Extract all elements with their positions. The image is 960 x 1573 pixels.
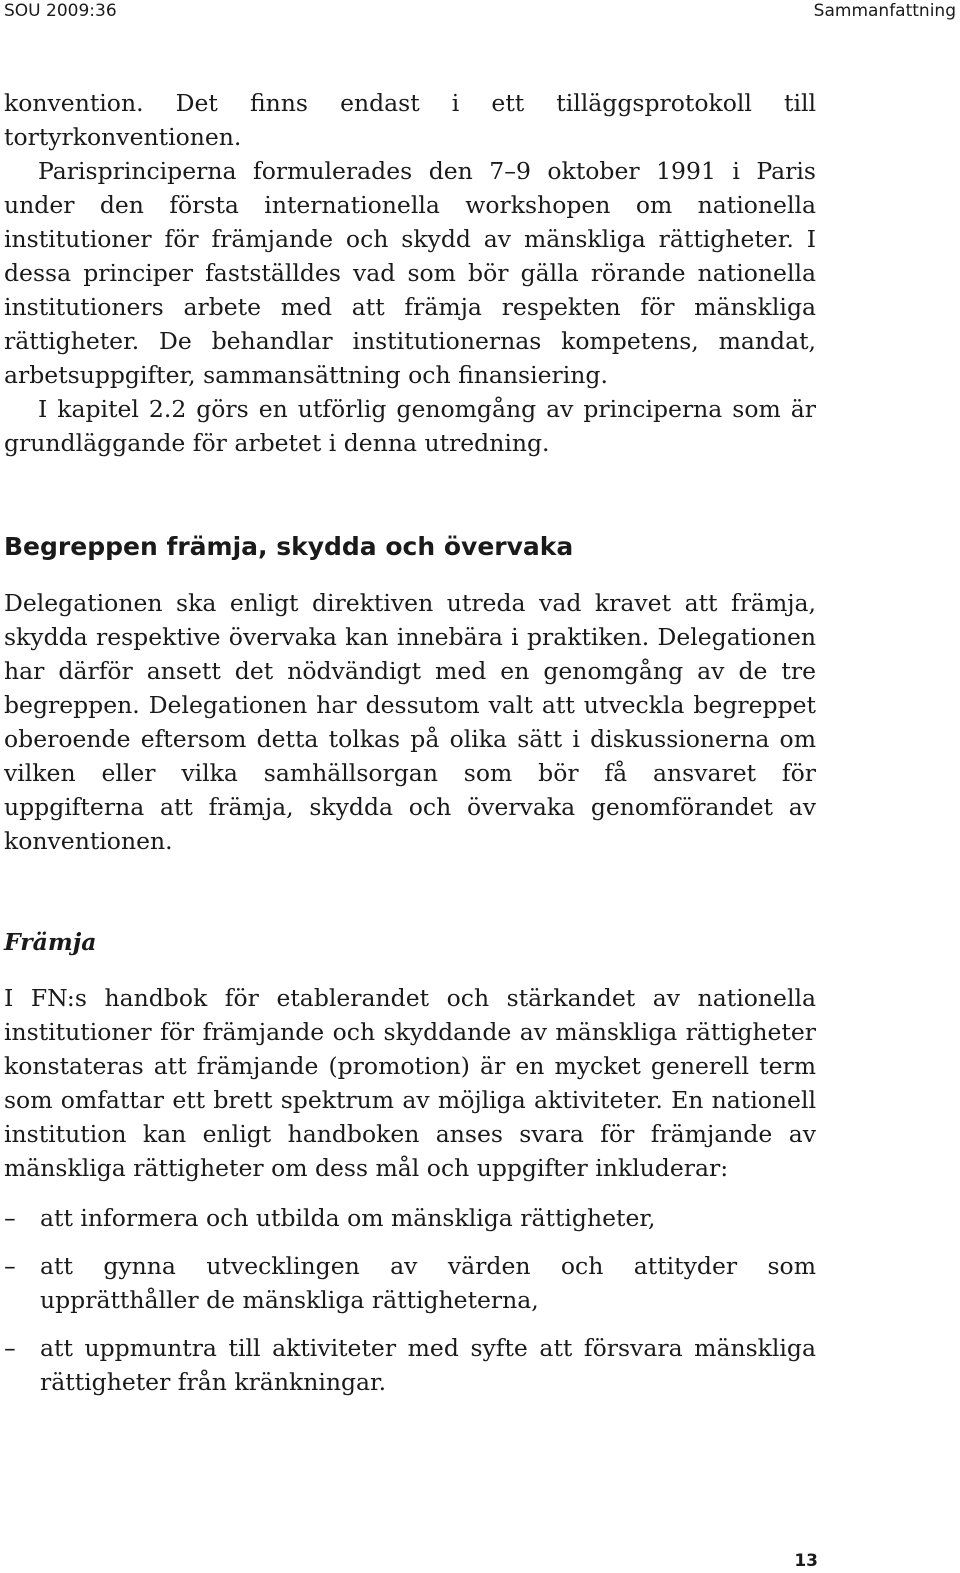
- subsection-paragraph: I FN:s handbok för etablerandet och stärkandet av nationella institutioner för främjande och skyddande av mänskliga rättigheter konstateras att främjande (promotion) är en mycket generell term som omfattar ett brett spektrum av möjliga aktiviteter. En nationell institution kan enligt handboken anses svara för främjande av mänskliga rättigheter om dess mål och uppgifter inkluderar:: [4, 984, 816, 1182]
- list-item: [4, 1331, 816, 1399]
- list-item: [4, 1201, 816, 1235]
- page-number: 13: [794, 1551, 818, 1571]
- section-paragraph: Delegationen ska enligt direktiven utreda vad kravet att främja, skydda respektive övervaka kan innebära i praktiken. Delegationen har därför ansett det nödvändigt med en genomgång av de tre begreppen. Delegationen har dessutom valt att utveckla begreppet oberoende eftersom detta tolkas på olika sätt i diskussionerna om vilken eller vilka samhällsorgan som bör få ansvaret för uppgifterna att främja, skydda och övervaka genomförandet av konventionen.: [4, 589, 816, 855]
- list-item-text: att informera och utbilda om mänskliga rättigheter,: [40, 1204, 656, 1232]
- page-content: [4, 86, 816, 1413]
- dash-bullet-icon: –: [4, 1204, 16, 1232]
- bullet-list: [4, 1201, 816, 1399]
- subsection-heading: Främja: [4, 928, 97, 956]
- chapter-title: Sammanfattning: [813, 1, 956, 21]
- intro-paragraph-3: I kapitel 2.2 görs en utförlig genomgång av principerna som är grundläggande för arbetet i denna utredning.: [4, 395, 816, 457]
- intro-paragraph-2: Parisprinciperna formulerades den 7–9 oktober 1991 i Paris under den första internationella workshopen om nationella institutioner för främjande och skydd av mänskliga rättigheter. I dessa principer fastställdes vad som bör gälla rörande nationella institutioners arbete med att främja respekten för mänskliga rättigheter. De behandlar institutionernas kompetens, mandat, arbetsuppgifter, sammansättning och finansiering.: [4, 157, 816, 389]
- report-number: SOU 2009:36: [4, 1, 117, 21]
- list-item-text: att gynna utvecklingen av värden och attityder som upprätthåller de mänskliga rättigheterna,: [40, 1252, 816, 1314]
- dash-bullet-icon: –: [4, 1252, 16, 1280]
- dash-bullet-icon: –: [4, 1334, 16, 1362]
- list-item-text: att uppmuntra till aktiviteter med syfte att försvara mänskliga rättigheter från kränkningar.: [40, 1334, 816, 1396]
- intro-paragraph-1: konvention. Det finns endast i ett tilläggsprotokoll till tortyrkonventionen.: [4, 89, 816, 151]
- list-item: [4, 1249, 816, 1317]
- running-header: [0, 0, 960, 24]
- section-heading: Begreppen främja, skydda och övervaka: [4, 532, 574, 561]
